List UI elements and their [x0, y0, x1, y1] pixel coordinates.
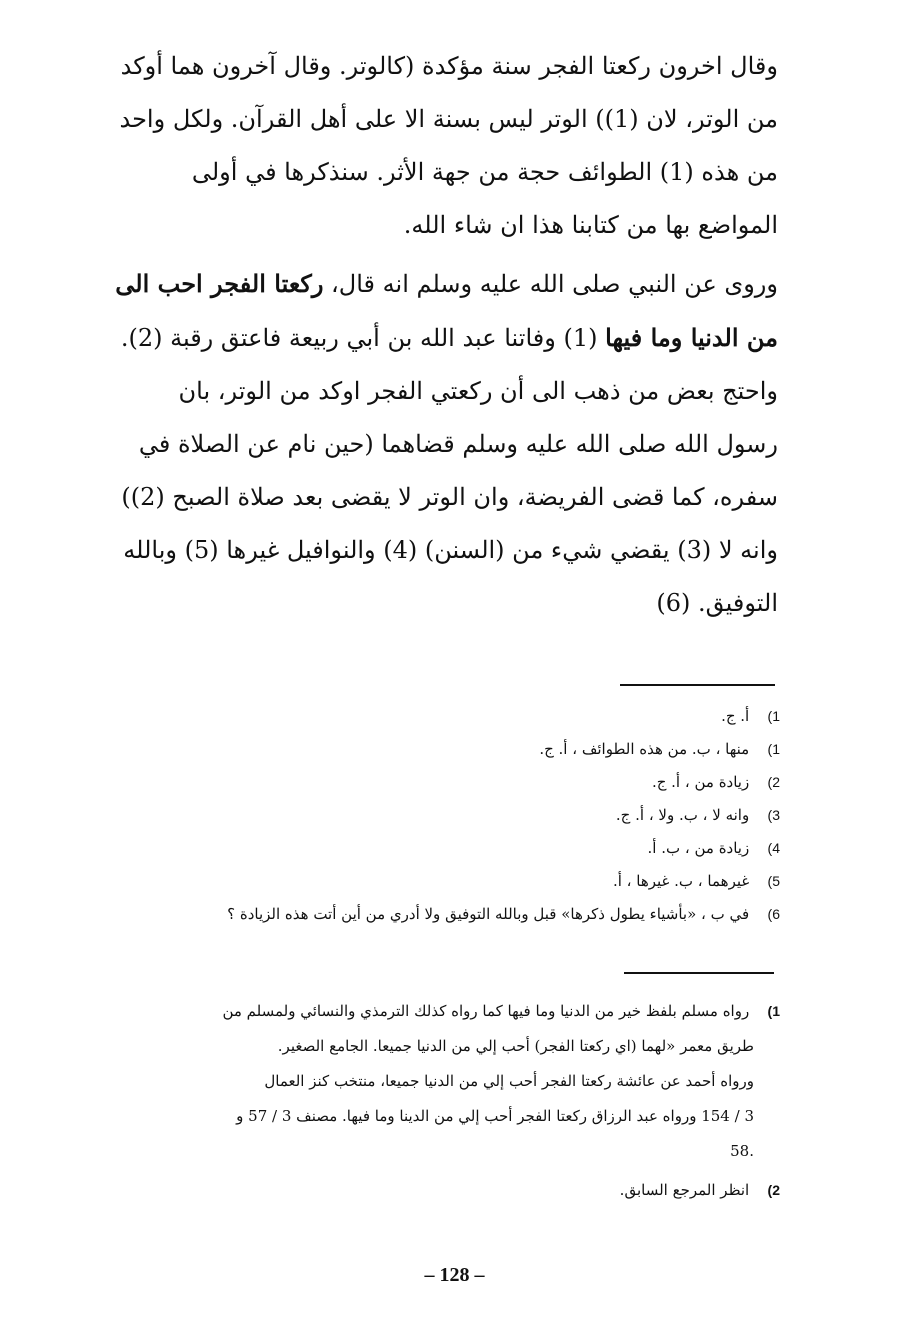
footnote-number: 6): [767, 906, 780, 922]
reference-footnotes: [110, 994, 780, 1208]
footnote-divider-2: [624, 972, 774, 974]
footnote-text: وانه لا ، ب. ولا ، أ. ج.: [615, 806, 750, 824]
reference-text: رواه مسلم بلفظ خير من الدنيا وما فيها كما رواه كذلك الترمذي والنسائي ولمسلم من: [222, 1002, 750, 1020]
footnote-text: منها ، ب. من هذه الطوائف ، أ. ج.: [539, 740, 750, 758]
footnote-number: 1): [767, 708, 780, 724]
footnote-text: زيادة من ، أ. ج.: [651, 773, 750, 791]
footnote-divider-1: [620, 684, 775, 686]
paragraph-2-intro: وروى عن النبي صلى الله عليه وسلم انه قال،: [331, 270, 778, 298]
reference-line: ورواه أحمد عن عائشة ركعتا الفجر أحب إلي من الدنيا جميعا، منتخب كنز العمال: [264, 1072, 754, 1090]
footnote-number: 3): [767, 807, 780, 823]
footnote-item: [110, 733, 780, 766]
reference-item: [110, 1173, 780, 1208]
reference-line: [110, 1173, 780, 1208]
footnote-item: [110, 766, 780, 799]
footnote-text: أ. ج.: [721, 707, 750, 725]
reference-line: 3 / 154 ورواه عبد الرزاق ركعتا الفجر أحب إلي من الدينا وما فيها. مصنف 3 / 57 و: [236, 1107, 754, 1125]
footnote-item: [110, 865, 780, 898]
reference-line: .58: [730, 1142, 754, 1160]
page-number: – 128 –: [424, 1264, 485, 1286]
paragraph-2-hadith: ركعتا الفجر احب الى من الدنيا وما فيها: [115, 269, 778, 352]
paragraph-1: [110, 40, 778, 252]
reference-item: [110, 994, 780, 1169]
footnote-text: غيرهما ، ب. غيرها ، أ.: [612, 872, 750, 890]
paragraph-2-rest: (1) وفاتنا عبد الله بن أبي ربيعة فاعتق رقبة (2). واحتج بعض من ذهب الى أن ركعتي الفجر اوكد من الوتر، بان رسول الله صلى الله عليه وسلم قضاهما (حين نام عن الصلاة في سفره، كما قضى الفريضة، وان الوتر لا يقضى بعد صلاة الصبح (2)) وانه لا (3) يقضي شيء من (السنن) (4) والنوافيل غيرها (5) وبالله التوفيق. (6): [120, 324, 778, 617]
footnote-item: [110, 898, 780, 931]
footnote-item: [110, 799, 780, 832]
footnote-number: 1): [767, 741, 780, 757]
reference-line: طريق معمر «لهما (اي ركعتا الفجر) أحب إلي من الدنيا جميعا. الجامع الصغير.: [277, 1037, 754, 1055]
reference-line: [110, 994, 780, 1029]
reference-number: 2): [767, 1182, 780, 1198]
footnote-number: 4): [767, 840, 780, 856]
paragraph-2: [110, 257, 778, 630]
footnote-number: 2): [767, 774, 780, 790]
footnote-number: 5): [767, 873, 780, 889]
reference-number: 1): [767, 1003, 780, 1019]
footnote-text: زيادة من ، ب. أ.: [647, 839, 750, 857]
reference-text: انظر المرجع السابق.: [619, 1181, 750, 1199]
footnote-item: [110, 832, 780, 865]
paragraph-1-text: وقال اخرون ركعتا الفجر سنة مؤكدة (كالوتر. وقال آخرون هما أوكد من الوتر، لان (1)) الوتر ليس بسنة الا على أهل القرآن. ولكل واحد من هذه (1) الطوائف حجة من جهة الأثر. سنذكرها في أولى المواضع بها من كتابنا هذا ان شاء الله.: [119, 52, 778, 239]
main-text-body: [110, 40, 778, 630]
variant-footnotes: [110, 700, 780, 931]
footnote-text: في ب ، «بأشياء يطول ذكرها» قبل وبالله التوفيق ولا أدري من أين أتت هذه الزيادة ؟: [227, 905, 750, 923]
footnote-item: [110, 700, 780, 733]
